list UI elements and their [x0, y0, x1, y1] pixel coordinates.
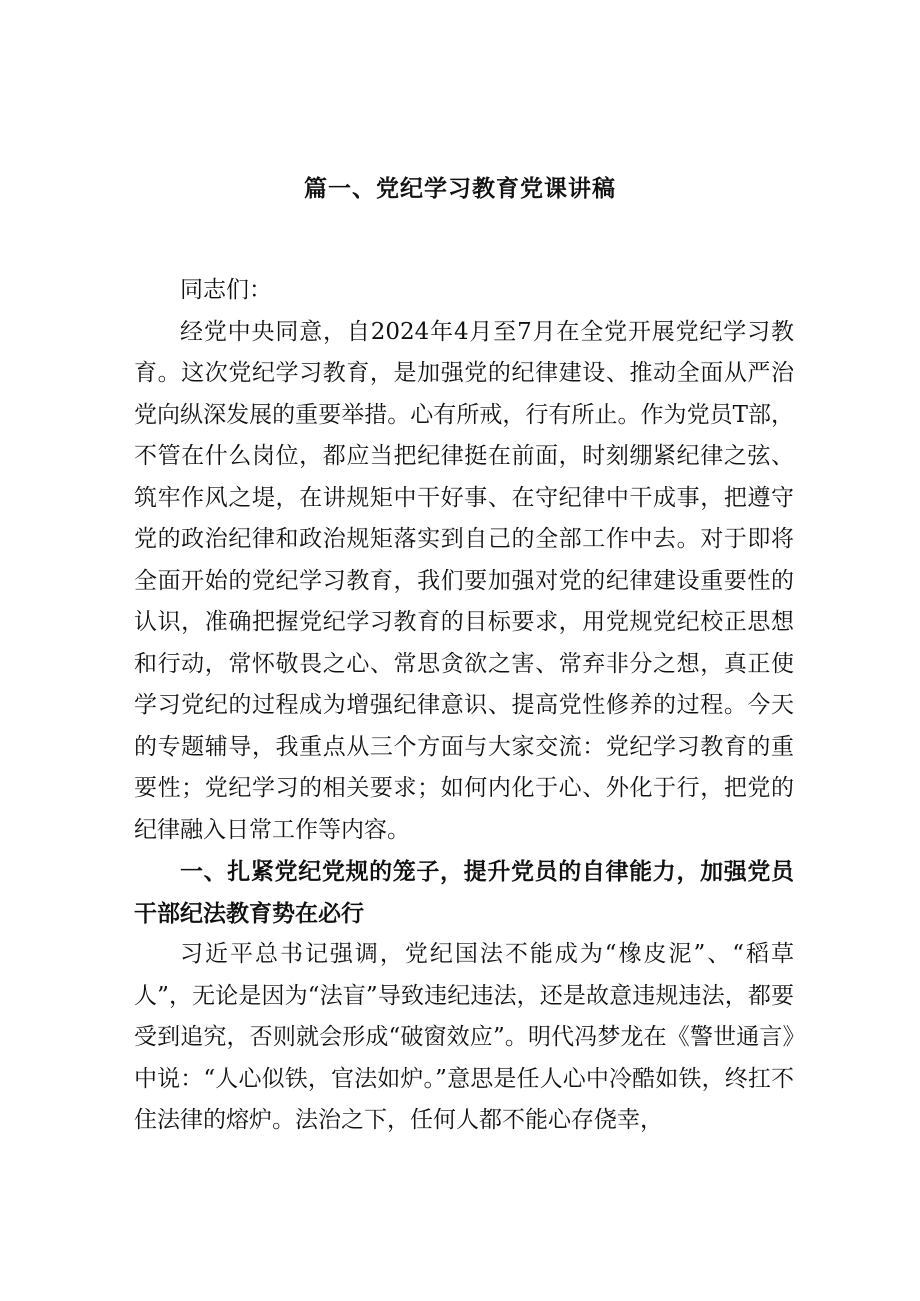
document-title: 篇一、党纪学习教育党课讲稿 — [304, 175, 616, 202]
salutation-paragraph: 同志们： — [180, 277, 272, 303]
section-heading: 一、扎紧党纪党规的笼子，提升党员的自律能力，加强党员干部纪法教育势在必行 — [134, 858, 794, 927]
document-body — [134, 270, 794, 1142]
intro-paragraph: 经党中央同意，自2024年4月至7月在全党开展党纪学习教育。这次党纪学习教育，是加强党的纪律建设、推动全面从严治党向纵深发展的重要举措。心有所戒，行有所止。作为党员T部，不管在什么岗位，都应当把纪律挺在前面，时刻绷紧纪律之弦、筑牢作风之堤，在讲规矩中干好事、在守纪律中干成事，把遵守党的政治纪律和政治规矩落实到自己的全部工作中去。对于即将全面开始的党纪学习教育，我们要加强对党的纪律建设重要性的认识，准确把握党纪学习教育的目标要求，用党规党纪校正思想和行动，常怀敬畏之心、常思贪欲之害、常弃非分之想，真正使学习党纪的过程成为增强纪律意识、提高党性修养的过程。今天的专题辅导，我重点从三个方面与大家交流：党纪学习教育的重要性；党纪学习的相关要求；如何内化于心、外化于行，把党的纪律融入日常工作等内容。 — [134, 318, 794, 843]
body-paragraph: 习近平总书记强调，党纪国法不能成为“橡皮泥”、“稻草人”，无论是因为“法盲”导致违纪违法，还是故意违规违法，都要受到追究，否则就会形成“破窗效应”。明代冯梦龙在《警世通言》中说：“人心似铁，官法如炉。”意思是任人心中冷酷如铁，终扛不住法律的熔炉。法治之下，任何人都不能心存侥幸， — [134, 941, 794, 1133]
